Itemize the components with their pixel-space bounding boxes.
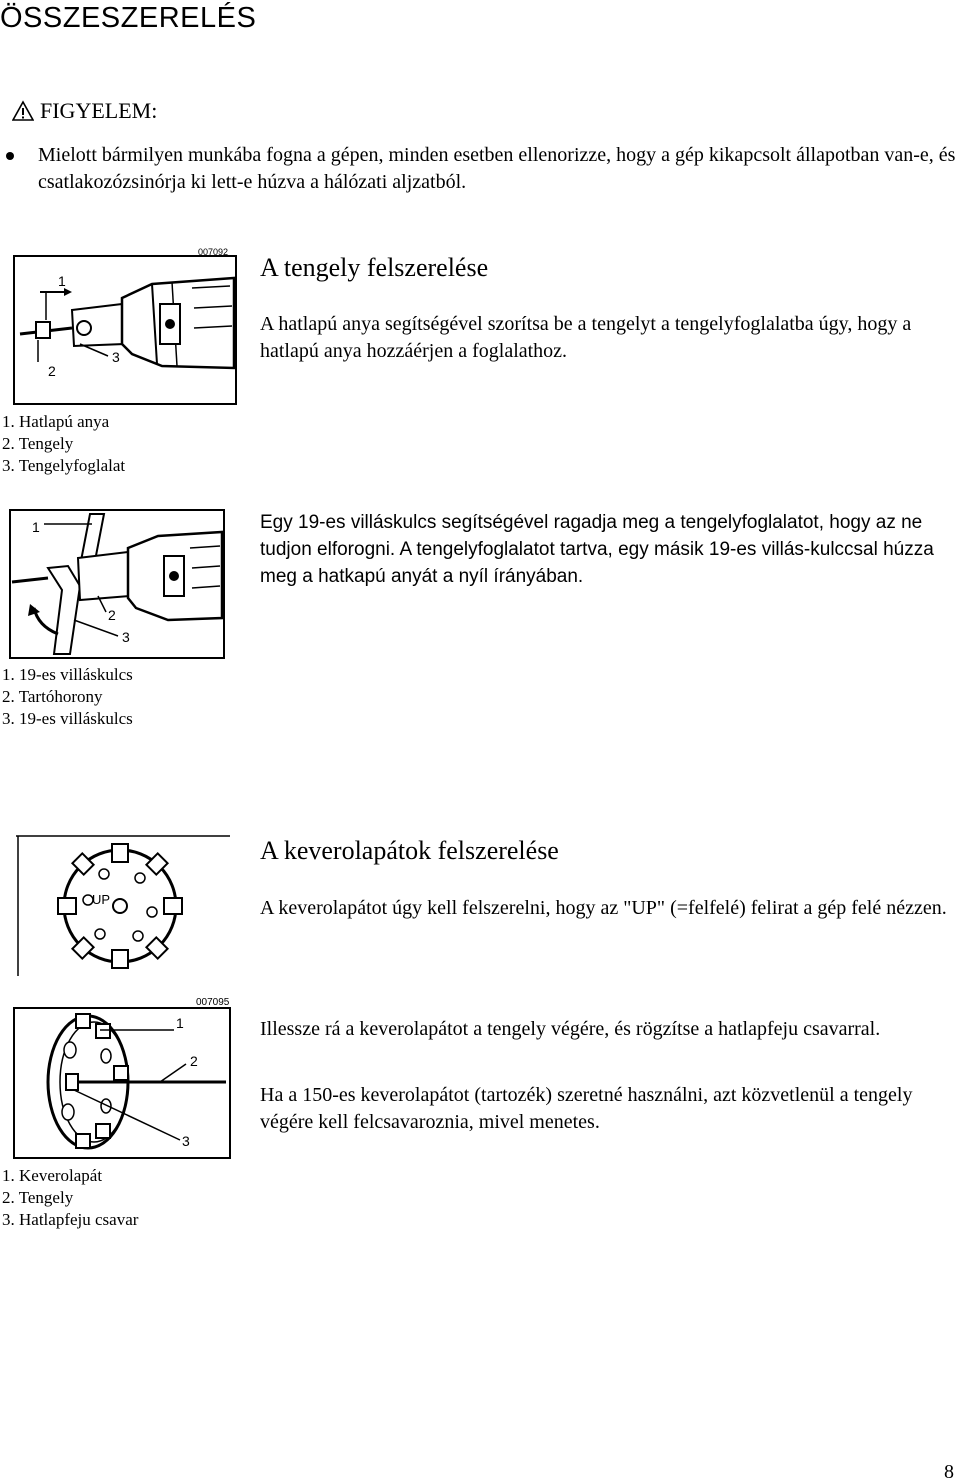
section2-paragraph3: Ha a 150-es keverolapátot (tartozék) szeretné használni, azt közvetlenül a tengely végére kell felcsavaroznia, mivel menetes. (260, 1084, 913, 1133)
section2-paragraph1: A keverolapátot úgy kell felszerelni, hogy az "UP" (=felfelé) felirat a gép felé nézzen. (260, 897, 947, 919)
callout-2: 2 (108, 607, 116, 623)
bullet-icon (6, 152, 14, 160)
section2-heading: A keverolapátok felszerelése (260, 836, 559, 865)
paddle-figure (16, 830, 230, 976)
fig4-captions (2, 1165, 138, 1231)
warning-triangle-icon (12, 100, 34, 122)
section1-heading: A tengely felszerelése (260, 253, 489, 282)
warning-text: Mielott bármilyen munkába fogna a gépen, minden esetben ellenorizze, hogy a gép kikapcsolt állapotban van-e, és csatlakozózsinórja ki lett-e húzva a hálózati aljzatból. (38, 144, 956, 193)
page-number: 8 (944, 1461, 954, 1483)
paddle-assembly-figure (10, 994, 232, 1160)
caption-item: 1. Hatlapú anya (2, 412, 110, 431)
callout-1: 1 (176, 1015, 184, 1031)
up-label: UP (92, 892, 111, 907)
fig1-captions (2, 411, 125, 477)
warning-label: FIGYELEM: (40, 98, 158, 123)
callout-1: 1 (58, 273, 66, 289)
callout-2: 2 (190, 1053, 198, 1069)
callout-2: 2 (48, 363, 56, 379)
figure-code: 007095 (196, 997, 230, 1008)
caption-item: 1. Keverolapát (2, 1166, 103, 1185)
caption-item: 1. 19-es villáskulcs (2, 665, 133, 684)
caption-item: 2. Tengely (2, 1188, 74, 1207)
section2-paragraph2: Illessze rá a keverolapátot a tengely végére, és rögzítse a hatlapfeju csavarral. (260, 1018, 881, 1040)
callout-3: 3 (112, 349, 120, 365)
section1-paragraph1: A hatlapú anya segítségével szorítsa be a tengelyt a tengelyfoglalatba úgy, hogy a hatlapú anya hozzáérjen a foglalathoz. (260, 313, 912, 362)
caption-item: 3. Hatlapfeju csavar (2, 1210, 139, 1229)
wrench-figure (8, 508, 226, 660)
caption-item: 3. Tengelyfoglalat (2, 456, 126, 475)
figure-code: 007092 (198, 248, 229, 257)
section1-paragraph2: Egy 19-es villáskulcs segítségével ragadja meg a tengelyfoglalatot, hogy az ne tudjon elforogni. A tengelyfoglalatot tartva, egy másik 19-es villás-kulccsal húzza meg a hatkapú anyát a nyíl írányában. (260, 512, 934, 587)
caption-item: 3. 19-es villáskulcs (2, 709, 133, 728)
shaft-mounting-figure (12, 248, 238, 406)
callout-3: 3 (182, 1133, 190, 1149)
fig2-captions (2, 664, 133, 730)
callout-3: 3 (122, 629, 130, 645)
page-title: ÖSSZESZERELÉS (0, 2, 257, 34)
callout-1: 1 (32, 519, 40, 535)
caption-item: 2. Tengely (2, 434, 74, 453)
warning-heading (12, 98, 157, 124)
caption-item: 2. Tartóhorony (2, 687, 103, 706)
